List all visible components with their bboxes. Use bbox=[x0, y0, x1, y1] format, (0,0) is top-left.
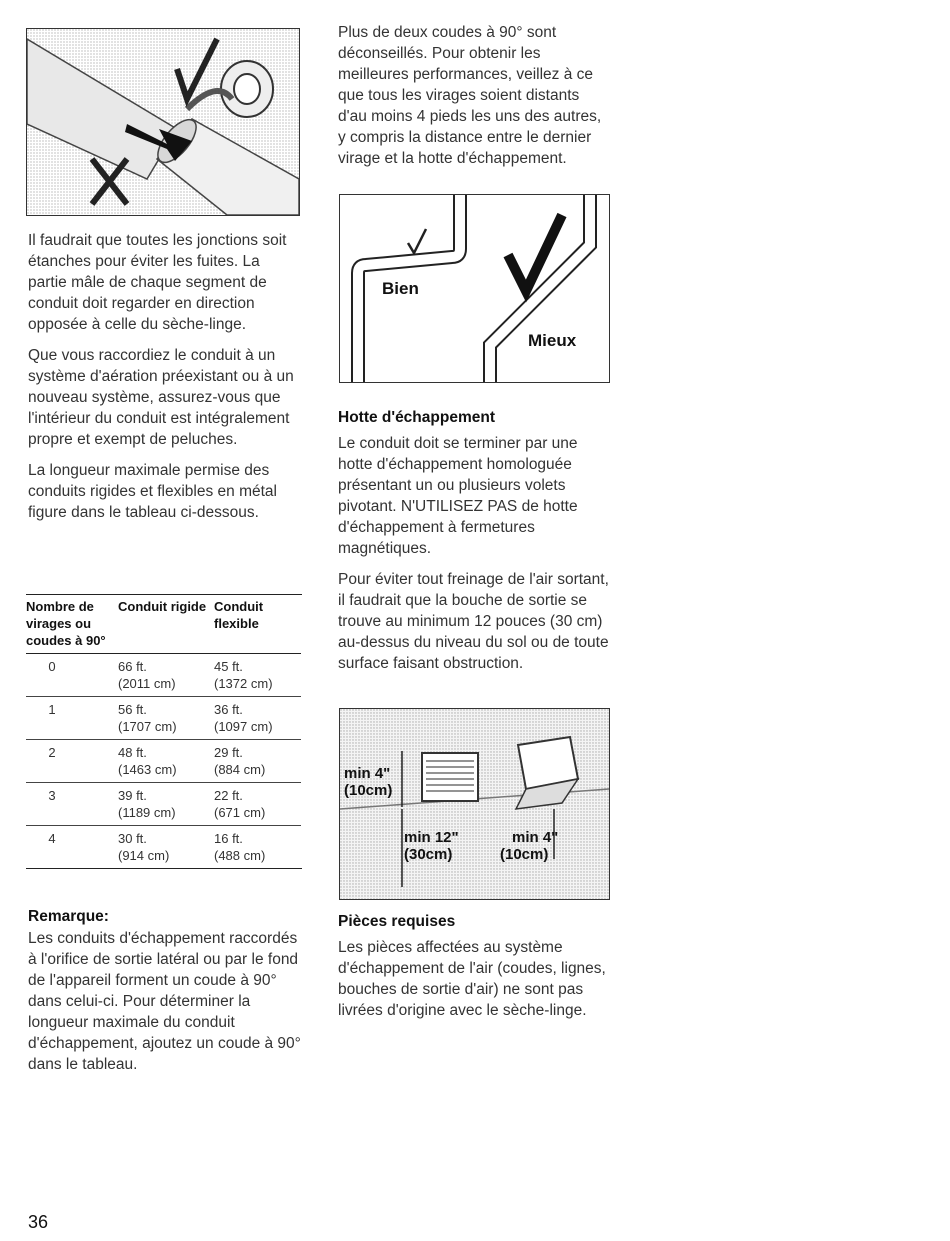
rigid-cm: (2011 cm) bbox=[118, 676, 176, 691]
table-row bbox=[26, 697, 301, 740]
bends-cell: 1 bbox=[48, 702, 56, 717]
rigid-ft: 56 ft. bbox=[118, 702, 147, 717]
table-row bbox=[26, 826, 301, 869]
clearance-a-label bbox=[344, 765, 392, 799]
header-bends: Nombre de virages ou coudes à 90° bbox=[26, 599, 106, 648]
page-number: 36 bbox=[28, 1212, 49, 1232]
header-rigid: Conduit rigide bbox=[118, 599, 207, 614]
flex-ft: 29 ft. bbox=[214, 745, 243, 760]
table-row bbox=[26, 740, 301, 783]
bends-cell: 0 bbox=[48, 659, 56, 674]
flex-ft: 22 ft. bbox=[214, 788, 243, 803]
clean-duct-paragraph: Que vous raccordiez le conduit à un système d'aération préexistant ou à un nouveau système, assurez-vous que l'intérieur du conduit est intégralement propre et exempt de peluches. bbox=[28, 347, 294, 448]
flex-cm: (884 cm) bbox=[214, 762, 266, 777]
remark-section bbox=[28, 908, 303, 1085]
clearance-c-line2: (10cm) bbox=[500, 846, 549, 863]
rigid-cm: (1707 cm) bbox=[118, 719, 177, 734]
rigid-ft: 66 ft. bbox=[118, 659, 147, 674]
flex-cm: (488 cm) bbox=[214, 848, 266, 863]
clearance-b-line1: min 12" bbox=[404, 829, 459, 846]
right-intro bbox=[338, 22, 610, 179]
table-row bbox=[26, 654, 301, 697]
duct-routing-illustration bbox=[340, 195, 609, 382]
clearance-a-line1: min 4" bbox=[344, 765, 391, 782]
duct-joint-figure bbox=[26, 28, 300, 216]
clearance-figure bbox=[339, 708, 610, 900]
clearance-illustration bbox=[340, 709, 609, 899]
left-column-text bbox=[28, 230, 298, 533]
duct-length-table bbox=[26, 595, 301, 868]
flex-ft: 16 ft. bbox=[214, 831, 243, 846]
flex-cm: (671 cm) bbox=[214, 805, 266, 820]
parts-section bbox=[338, 913, 612, 1031]
header-flexible: Conduit flexible bbox=[214, 599, 264, 631]
rigid-ft: 39 ft. bbox=[118, 788, 147, 803]
rigid-cm: (1189 cm) bbox=[118, 805, 176, 820]
hood-paragraph-2: Pour éviter tout freinage de l'air sortant, il faudrait que la bouche de sortie se trouve au minimum 12 pouces (30 cm) au-dessus du niveau du sol ou de toute surface faisant obstruction. bbox=[338, 571, 609, 672]
duct-joint-illustration bbox=[27, 29, 299, 215]
duct-length-table-wrapper bbox=[26, 594, 302, 869]
label-mieux: Mieux bbox=[528, 331, 577, 350]
hood-heading: Hotte d'échappement bbox=[338, 409, 495, 426]
hood-section bbox=[338, 409, 612, 684]
rigid-ft: 30 ft. bbox=[118, 831, 147, 846]
clearance-b-label bbox=[404, 829, 459, 863]
flex-cm: (1372 cm) bbox=[214, 676, 273, 691]
rigid-cm: (1463 cm) bbox=[118, 762, 177, 777]
bends-cell: 4 bbox=[48, 831, 56, 846]
flex-ft: 45 ft. bbox=[214, 659, 243, 674]
label-bien: Bien bbox=[382, 279, 419, 298]
remark-heading: Remarque: bbox=[28, 908, 109, 925]
flex-cm: (1097 cm) bbox=[214, 719, 273, 734]
flex-ft: 36 ft. bbox=[214, 702, 243, 717]
table-row bbox=[26, 783, 301, 826]
bends-cell: 2 bbox=[48, 745, 56, 760]
joints-paragraph: Il faudrait que toutes les jonctions soit étanches pour éviter les fuites. La partie mâle de chaque segment de conduit doit regarder en direction opposée à celle du sèche-linge. bbox=[28, 232, 287, 333]
parts-heading: Pièces requises bbox=[338, 913, 456, 930]
clearance-c-line1: min 4" bbox=[512, 829, 559, 846]
bends-intro-paragraph: Plus de deux coudes à 90° sont déconseillés. Pour obtenir les meilleures performances, veillez à ce que tous les virages soient distants d'au moins 4 pieds les uns des autres, y compris la distance entre le dernier virage et la hotte d'échappement. bbox=[338, 24, 602, 167]
rigid-ft: 48 ft. bbox=[118, 745, 147, 760]
parts-text: Les pièces affectées au système d'échappement de l'air (coudes, lignes, bouches de sortie d'air) ne sont pas livrées d'origine avec le sèche-linge. bbox=[338, 939, 606, 1019]
hood-paragraph-1: Le conduit doit se terminer par une hotte d'échappement homologuée présentant un ou plusieurs volets pivotant. N'UTILISEZ PAS de hotte d'échappement à fermetures magnétiques. bbox=[338, 435, 578, 557]
bends-cell: 3 bbox=[48, 788, 56, 803]
clearance-c-label bbox=[500, 829, 558, 863]
rigid-cm: (914 cm) bbox=[118, 848, 170, 863]
clearance-a-line2: (10cm) bbox=[344, 782, 393, 799]
duct-routing-figure bbox=[339, 194, 610, 383]
max-length-paragraph: La longueur maximale permise des conduits rigides et flexibles en métal figure dans le tableau ci-dessous. bbox=[28, 462, 277, 521]
clearance-b-line2: (30cm) bbox=[404, 846, 453, 863]
remark-text: Les conduits d'échappement raccordés à l'orifice de sortie latéral ou par le fond de l'appareil forment un coude à 90° dans celui-ci. Pour déterminer la longueur maximale du conduit d'échappement, ajoutez un coude à 90° dans le tableau. bbox=[28, 930, 301, 1073]
